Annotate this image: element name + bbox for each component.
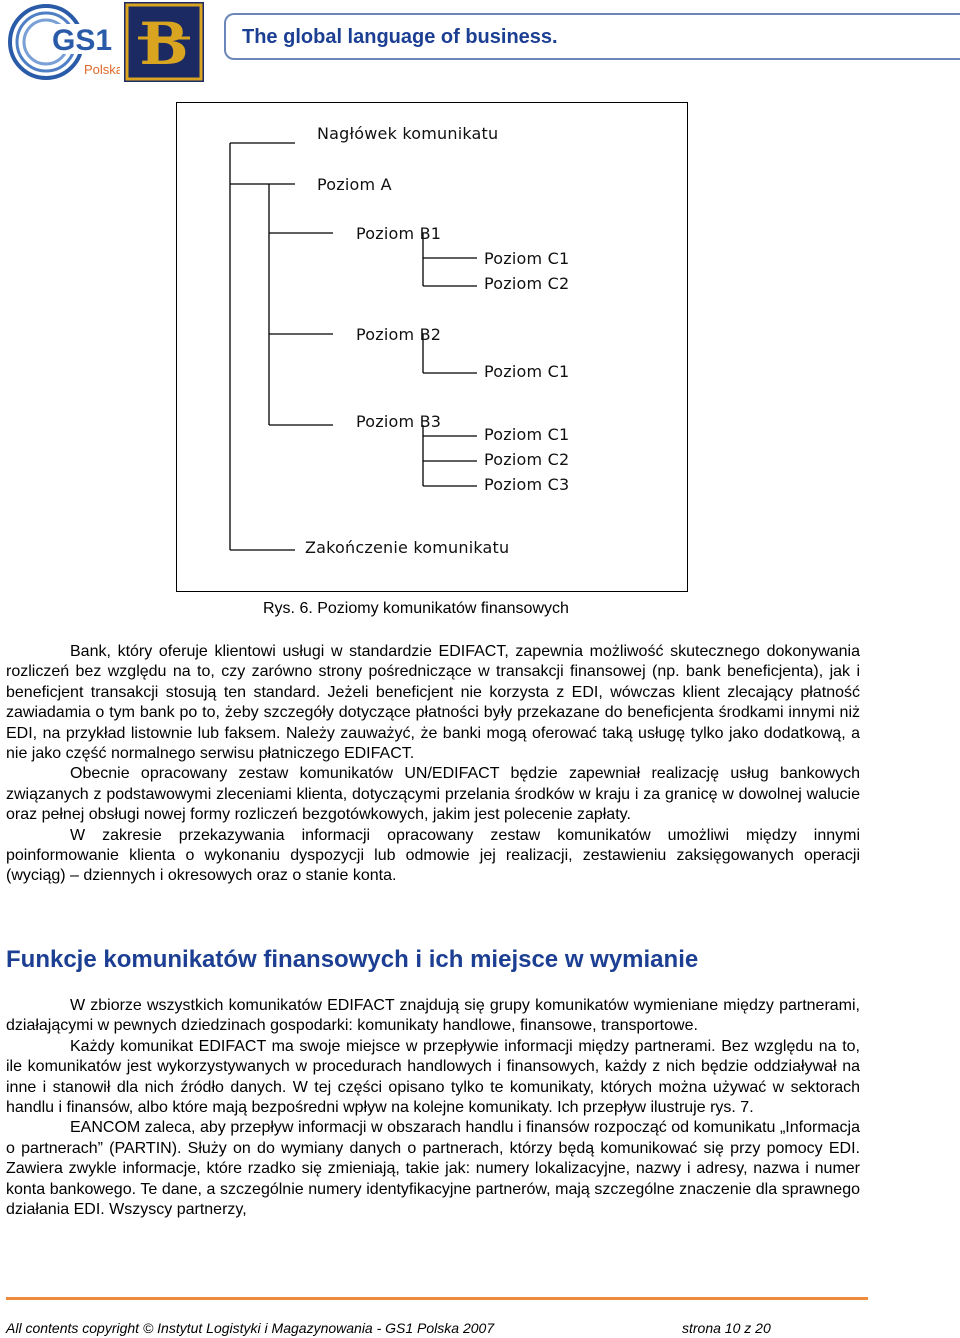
tagline-banner	[224, 13, 960, 60]
message-levels-diagram	[176, 102, 688, 592]
level-a: Poziom A	[317, 175, 392, 194]
body-text-bottom	[6, 996, 860, 1220]
svg-text:GS1: GS1	[52, 24, 113, 57]
paragraph: Bank, który oferuje klientowi usługi w standardzie EDIFACT, zapewnia możliwość skutecznego dokonywania rozliczeń bez względu na to, czy zarówno strony pośredniczące w transakcji finansowej (np. bank beneficjenta), jak i beneficjent transakcji stosują ten standard. Jeżeli beneficjent nie korzysta z EDI, wówczas klient zlecający płatność zawiadamia o tym bank po to, żeby szczegóły dotyczące płatności były przekazane do beneficjenta środkami innymi niż EDI, na przykład listownie lub faksem. Należy zauważyć, że banki mogą oferować taką usługę tylko jako dodatkową, a nie jako część normalnego serwisu płatniczego EDIFACT.	[6, 643, 860, 763]
level-b3: Poziom B3	[356, 412, 442, 431]
footer-copyright: All contents copyright © Instytut Logistyki i Magazynowania - GS1 Polska 2007	[6, 1320, 495, 1336]
svg-text:B: B	[139, 10, 189, 78]
paragraph: Obecnie opracowany zestaw komunikatów UN/EDIFACT będzie zapewniał realizację usług bankowych związanych z podstawowymi zleceniami klienta, dotyczącymi przelania środków w kraju i za granicę w dowolnej walucie oraz pełnej obsługi nowej formy rozliczeń bezgotówkowych, jakim jest polecenie zapłaty.	[6, 765, 860, 824]
figure-caption: Rys. 6. Poziomy komunikatów finansowych	[263, 600, 569, 617]
level-b1-c1: Poziom C1	[484, 249, 570, 268]
gs1-polska-logo	[6, 2, 120, 82]
level-message-end: Zakończenie komunikatu	[305, 538, 510, 557]
body-text-top	[6, 642, 860, 887]
level-b3-c1: Poziom C1	[484, 425, 570, 444]
paragraph: Każdy komunikat EDIFACT ma swoje miejsce w przepływie informacji między partnerami. Bez względu na to, ile komunikatów jest wykorzystywanych w procedurach handlowych i finansowych, każdy z nich będzie oddziaływał na inne i stanowił dla nich źródło danych. W tej części opisano tylko te komunikaty, których można używać w sektorach handlu i finansów, albo które mają bezpośredni wpływ na kolejne komunikaty. Ich przepływ ilustruje rys. 7.	[6, 1037, 860, 1117]
level-b2: Poziom B2	[356, 325, 442, 344]
page-number: strona 10 z 20	[682, 1320, 771, 1336]
level-b1: Poziom B1	[356, 224, 442, 243]
paragraph: EANCOM zaleca, aby przepływ informacji w obszarach handlu i finansów rozpocząć od komunikatu „Informacja o partnerach” (PARTIN). Służy on do wymiany danych o partnerach, którzy będą komunikować się przy pomocy EDI. Zawiera zwykle informacje, które rzadko się zmieniają, takie jak: numery lokalizacyjne, nazwy i adresy, nazwa i numer konta bankowego. Te dane, a szczególnie numery identyfikacyjne partnerów, mają szczególne znaczenie dla sprawnego działania EDI. Wszyscy partnerzy,	[6, 1119, 860, 1219]
svg-text:Polska: Polska	[84, 62, 120, 77]
level-b2-c1: Poziom C1	[484, 362, 570, 381]
footer-divider	[6, 1297, 868, 1300]
page-header	[0, 0, 960, 86]
tagline: The global language of business.	[242, 26, 558, 48]
section-title: Funkcje komunikatów finansowych i ich miejsce w wymianie	[6, 946, 699, 973]
level-b3-c2: Poziom C2	[484, 450, 570, 469]
paragraph: W zakresie przekazywania informacji opracowany zestaw komunikatów umożliwi między innymi poinformowanie klienta o wykonaniu dyspozycji lub odmowie jej realizacji, zestawieniu zaksięgowanych operacji (wyciąg) – dziennych i okresowych oraz o stanie konta.	[6, 826, 860, 885]
level-message-header: Nagłówek komunikatu	[317, 124, 499, 143]
bank-emblem-logo	[124, 2, 204, 82]
paragraph: W zbiorze wszystkich komunikatów EDIFACT znajdują się grupy komunikatów wymieniane między partnerami, działającymi w pewnych dziedzinach gospodarki: komunikaty handlowe, finansowe, transportowe.	[6, 997, 860, 1035]
level-b3-c3: Poziom C3	[484, 475, 570, 494]
hierarchy-connectors	[177, 103, 689, 593]
level-b1-c2: Poziom C2	[484, 274, 570, 293]
